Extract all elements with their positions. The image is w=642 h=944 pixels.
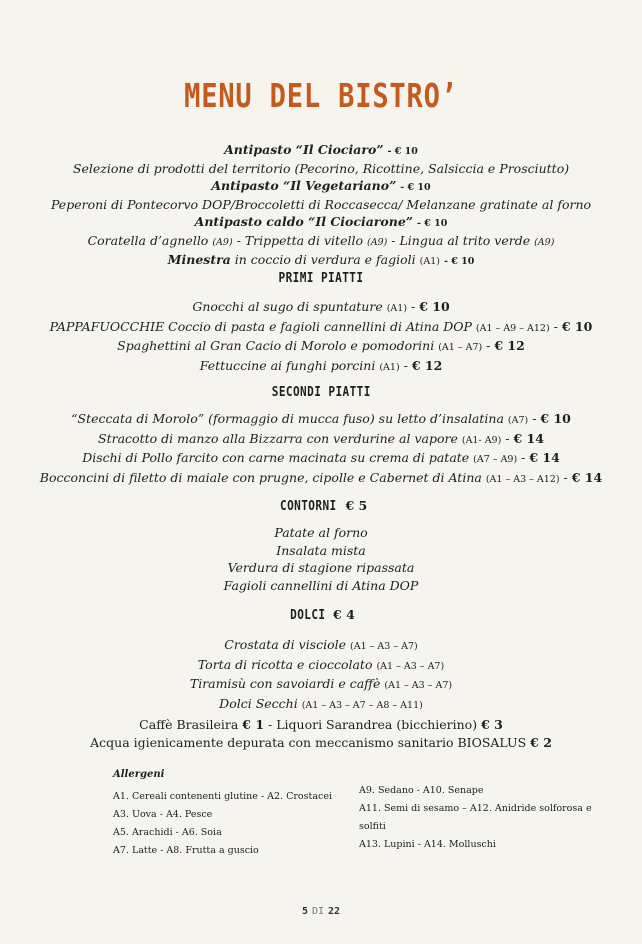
drink-price: € 1 — [242, 717, 265, 732]
secondi-heading: SECONDI PIATTI — [271, 385, 371, 400]
dish-name: Antipasto “Il Ciociaro” — [224, 142, 384, 157]
secondi-item: Dischi di Pollo farcito con carne macinata su crema di patate (A7 – A9) - € 14 — [82, 450, 560, 465]
dolci-item — [0, 695, 642, 715]
page-counter — [0, 906, 642, 917]
dish-name: Torta di ricotta e cioccolato — [197, 656, 373, 672]
coffee-line — [0, 716, 642, 734]
allergen-code: (A1 – A3 – A7 – A8 – A11) — [301, 699, 423, 711]
contorno-item: Fagioli cannellini di Atina DOP — [223, 577, 419, 593]
antipasti-section — [0, 141, 642, 270]
allergen-item: solfiti — [359, 821, 386, 832]
primi-item: Fettuccine ai funghi porcini (A1) - € 12 — [199, 357, 443, 373]
dish-name: - Lingua al trito verde — [391, 233, 531, 248]
dolci-item — [0, 656, 642, 676]
allergen-code: (A9) — [534, 237, 555, 248]
dish-name: Tiramisù con savoiardi e caffè — [189, 676, 381, 691]
dish-name: Antipasto caldo “Il Ciociarone” — [194, 214, 413, 229]
primi-list — [0, 298, 642, 376]
dish-price: € 10 — [561, 318, 593, 334]
dish-name: “Steccata di Morolo” (formaggio di mucca fuso) su letto d’insalatina — [71, 411, 504, 426]
allergen-item: A11. Semi di sesamo – A12. Anidride solforosa e — [359, 803, 592, 814]
allergen-item: A3. Uova - A4. Pesce — [113, 809, 213, 820]
dolci-section — [0, 606, 642, 625]
dolci-list — [0, 636, 642, 714]
allergen-code: (A1) — [386, 303, 408, 314]
dish-name: Bocconcini di filetto di maiale con prugne, cipolle e Cabernet di Atina — [39, 469, 482, 485]
drink-price: € 2 — [530, 735, 552, 750]
allergen-code: (A1 – A3 – A7) — [384, 680, 453, 691]
contorno-item: Patate al forno — [274, 525, 368, 540]
dish-name: Spaghettini al Gran Cacio di Morolo e pomodorini — [117, 338, 435, 353]
allergen-item: A9. Sedano - A10. Senape — [359, 785, 484, 796]
dish-name: Dischi di Pollo farcito con carne macinata su crema di patate — [82, 450, 470, 465]
dish-name: Fettuccine ai funghi porcini — [199, 357, 376, 373]
antipasto-ciociarone — [0, 213, 642, 232]
allergen-code: (A9) — [212, 237, 233, 248]
primi-item: PAPPAFUOCCHIE Coccio di pasta e fagioli cannellini di Atina DOP (A1 – A9 – A12) - € 10 — [49, 318, 593, 334]
antipasto-ciociaro-desc: Selezione di prodotti del territorio (Pecorino, Ricottine, Salsiccia e Prosciutto) — [72, 161, 570, 176]
page-total: 22 — [328, 906, 341, 917]
dish-price: € 10 — [540, 411, 571, 426]
allergen-code: (A1) — [379, 361, 400, 373]
dish-name: Stracotto di manzo alla Bizzarra con verdurine al vapore — [98, 430, 458, 446]
allergen-code: (A1 – A3 – A12) — [485, 473, 560, 485]
allergens-left — [113, 766, 332, 860]
contorno-item: Insalata mista — [276, 542, 366, 558]
allergen-item: A13. Lupini - A14. Molluschi — [359, 839, 496, 850]
dolci-item — [0, 636, 642, 656]
drink-price: € 3 — [481, 717, 503, 732]
dish-price: € 12 — [494, 338, 525, 353]
allergens-title: Allergeni — [113, 769, 165, 780]
allergen-code: (A1 – A3 – A7) — [376, 660, 445, 672]
dish-price: € 14 — [529, 450, 560, 465]
coratella-line — [0, 232, 642, 251]
allergen-item: A7. Latte - A8. Frutta a guscio — [113, 845, 259, 856]
allergen-code: (A7 – A9) — [473, 454, 518, 465]
primi-section — [0, 270, 642, 288]
dish-price: - € 10 — [416, 218, 448, 229]
dish-name: Antipasto “Il Vegetariano” — [211, 178, 397, 193]
secondi-list — [0, 410, 642, 488]
allergen-code: (A1) — [419, 256, 440, 267]
dish-price: - € 10 — [443, 256, 475, 267]
allergen-code: (A1 – A7) — [438, 342, 483, 353]
allergen-code: (A1 – A9 – A12) — [475, 322, 550, 334]
dish-name: Dolci Secchi — [219, 695, 298, 711]
drink-name: - Liquori Sarandrea (bicchierino) — [268, 717, 478, 732]
antipasto-ciociaro — [0, 141, 642, 160]
contorni-section — [0, 497, 642, 516]
water-line — [0, 734, 642, 752]
contorno-item: Verdura di stagione ripassata — [227, 560, 415, 575]
dish-price: - € 10 — [387, 146, 418, 157]
secondi-item: Stracotto di manzo alla Bizzarra con verdurine al vapore (A1- A9) - € 14 — [98, 430, 544, 446]
menu-title: MENU DEL BISTRO’ — [184, 76, 458, 115]
dish-price: € 14 — [513, 430, 544, 446]
allergen-code: (A1- A9) — [461, 434, 502, 446]
antipasto-vegetariano-desc: Peperoni di Pontecorvo DOP/Broccoletti di Roccasecca/ Melanzane gratinate al forno — [50, 197, 592, 212]
dish-name: PAPPAFUOCCHIE Coccio di pasta e fagioli cannellini di Atina DOP — [49, 318, 472, 334]
antipasto-vegetariano — [0, 177, 642, 196]
minestra-line — [0, 251, 642, 270]
dish-name: - Trippetta di vitello — [236, 233, 363, 248]
primi-item: Gnocchi al sugo di spuntature (A1) - € 10 — [192, 299, 450, 314]
dolci-price: € 4 — [333, 607, 355, 622]
drink-name: Acqua igienicamente depurata con meccanismo sanitario BIOSALUS — [90, 735, 527, 750]
dish-price: € 10 — [419, 299, 450, 314]
dolci-heading: DOLCI — [290, 608, 326, 623]
contorni-price: € 5 — [345, 498, 368, 513]
drinks-section — [0, 716, 642, 752]
allergen-code: (A7) — [507, 415, 529, 426]
dish-price: € 14 — [571, 469, 603, 485]
secondi-section — [0, 384, 642, 402]
dish-price: € 12 — [411, 357, 443, 373]
primi-heading: PRIMI PIATTI — [278, 271, 364, 286]
contorni-list — [0, 524, 642, 594]
allergen-item: A1. Cereali contenenti glutine - A2. Crostacei — [113, 791, 332, 802]
allergen-item: A5. Arachidi - A6. Soia — [113, 827, 222, 838]
dish-name: Gnocchi al sugo di spuntature — [192, 299, 383, 314]
drink-name: Caffè Brasileira — [139, 717, 239, 732]
dish-name: Coratella d’agnello — [87, 233, 209, 248]
allergen-code: (A9) — [366, 237, 388, 248]
secondi-item: Bocconcini di filetto di maiale con prugne, cipolle e Cabernet di Atina (A1 – A3 – A12) - € 14 — [39, 469, 603, 485]
dish-price: - € 10 — [400, 182, 431, 193]
dish-desc: in coccio di verdura e fagioli — [234, 252, 416, 267]
allergen-code: (A1 – A3 – A7) — [350, 641, 418, 652]
page-current: 5 — [301, 906, 308, 917]
page-sep: DI — [311, 906, 325, 917]
dish-name: Minestra — [167, 252, 231, 267]
dolci-item — [0, 675, 642, 695]
contorni-heading: CONTORNI — [279, 499, 337, 514]
primi-item: Spaghettini al Gran Cacio di Morolo e pomodorini (A1 – A7) - € 12 — [117, 338, 525, 353]
dish-name: Crostata di visciole — [224, 637, 347, 652]
secondi-item: “Steccata di Morolo” (formaggio di mucca fuso) su letto d’insalatina (A7) - € 10 — [71, 411, 571, 426]
allergens-right — [359, 782, 592, 854]
